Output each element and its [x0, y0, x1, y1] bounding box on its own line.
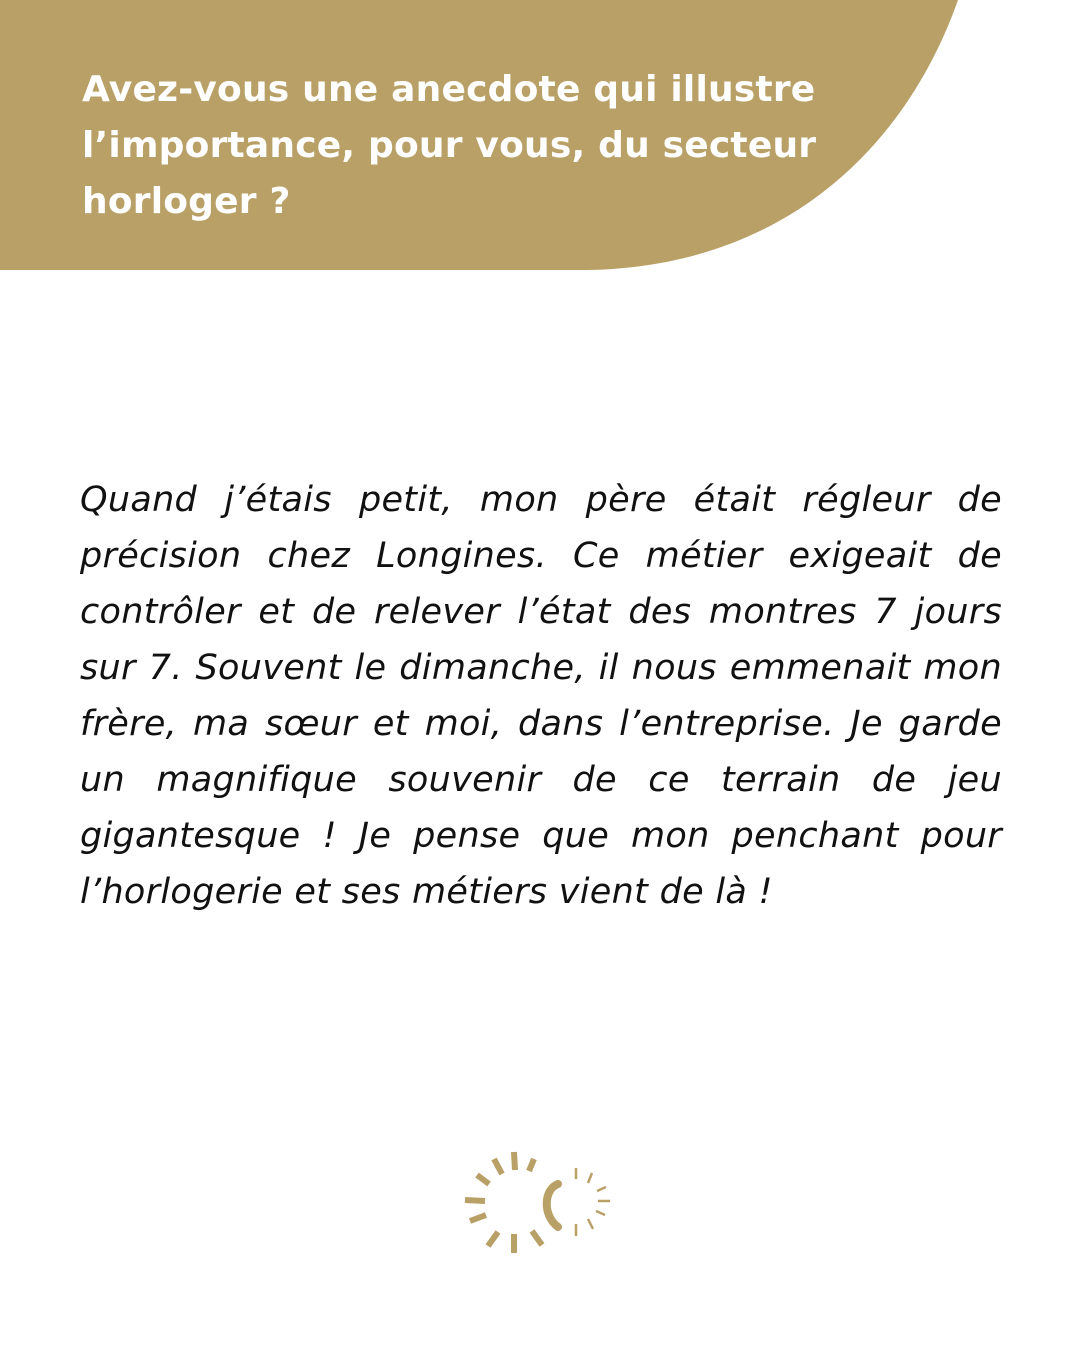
- sun-clock-logo-icon: [458, 1145, 618, 1261]
- question-heading: Avez-vous une anecdote qui illustre l’importance, pour vous, du secteur horloger ?: [82, 69, 817, 222]
- answer-paragraph: Quand j’étais petit, mon père était régleur de précision chez Longines. Ce métier exigeait de contrôler et de relever l’état des montres 7 jours sur 7. Souvent le dimanche, il nous emmenait mon frère, ma sœur et moi, dans l’entreprise. Je garde un magnifique souvenir de ce terrain de jeu gigantesque ! Je pense que mon penchant pour l’horlogerie et ses métiers vient de là !: [80, 480, 1002, 912]
